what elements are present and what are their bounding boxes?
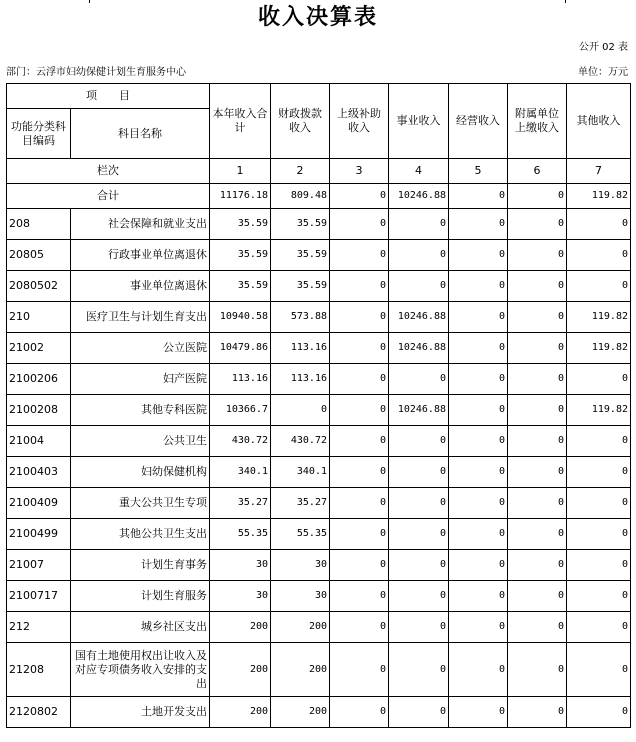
- total-value: 10246.88: [389, 184, 449, 209]
- col-number: 3: [330, 159, 389, 184]
- value-cell: 0: [389, 271, 449, 302]
- value-cell: 119.82: [567, 333, 631, 364]
- subject-name-cell: 妇幼保健机构: [71, 457, 210, 488]
- value-cell: 0: [449, 302, 508, 333]
- subject-name-cell: 重大公共卫生专项: [71, 488, 210, 519]
- value-cell: 30: [271, 550, 330, 581]
- value-cell: 0: [389, 643, 449, 697]
- value-cell: 0: [389, 550, 449, 581]
- value-cell: 573.88: [271, 302, 330, 333]
- value-cell: 0: [508, 271, 567, 302]
- function-code-cell: 2120802: [7, 697, 71, 728]
- value-cell: 0: [567, 550, 631, 581]
- value-cell: 0: [330, 364, 389, 395]
- value-cell: 10246.88: [389, 333, 449, 364]
- header-business-income: 事业收入: [389, 84, 449, 159]
- value-cell: 0: [330, 302, 389, 333]
- value-cell: 55.35: [210, 519, 271, 550]
- value-cell: 0: [330, 581, 389, 612]
- value-cell: 0: [508, 519, 567, 550]
- total-row: [7, 184, 631, 209]
- value-cell: 0: [567, 643, 631, 697]
- value-cell: 0: [389, 364, 449, 395]
- value-cell: 200: [271, 612, 330, 643]
- table-row: [7, 697, 631, 728]
- value-cell: 113.16: [271, 333, 330, 364]
- value-cell: 0: [449, 612, 508, 643]
- value-cell: 340.1: [271, 457, 330, 488]
- unit-label: 单位：万元: [578, 67, 628, 78]
- header-function-code: 功能分类科目编码: [7, 109, 71, 159]
- value-cell: 0: [508, 697, 567, 728]
- value-cell: 340.1: [210, 457, 271, 488]
- value-cell: 0: [567, 240, 631, 271]
- value-cell: 0: [389, 519, 449, 550]
- value-cell: 0: [449, 395, 508, 426]
- value-cell: 0: [508, 302, 567, 333]
- value-cell: 0: [567, 488, 631, 519]
- table-row: [7, 395, 631, 426]
- value-cell: 35.27: [210, 488, 271, 519]
- value-cell: 0: [449, 209, 508, 240]
- total-value: 0: [330, 184, 389, 209]
- header-fiscal-income: 财政拨款收入: [271, 84, 330, 159]
- value-cell: 0: [389, 581, 449, 612]
- value-cell: 0: [389, 426, 449, 457]
- value-cell: 0: [449, 457, 508, 488]
- subject-name-cell: 事业单位离退休: [71, 271, 210, 302]
- value-cell: 35.27: [271, 488, 330, 519]
- value-cell: 0: [330, 426, 389, 457]
- table-row: [7, 643, 631, 697]
- value-cell: 10246.88: [389, 302, 449, 333]
- value-cell: 0: [330, 488, 389, 519]
- function-code-cell: 2100717: [7, 581, 71, 612]
- value-cell: 119.82: [567, 395, 631, 426]
- page-title: 收入决算表: [257, 5, 378, 30]
- value-cell: 0: [389, 612, 449, 643]
- value-cell: 0: [449, 240, 508, 271]
- value-cell: 0: [567, 581, 631, 612]
- value-cell: 0: [330, 457, 389, 488]
- table-code: 公开 02 表: [578, 42, 628, 53]
- value-cell: 0: [508, 581, 567, 612]
- table-row: [7, 488, 631, 519]
- subject-name-cell: 行政事业单位离退休: [71, 240, 210, 271]
- col-number: 6: [508, 159, 567, 184]
- total-label: 合计: [7, 184, 210, 209]
- value-cell: 430.72: [210, 426, 271, 457]
- value-cell: 0: [508, 550, 567, 581]
- subject-name-cell: 其他专科医院: [71, 395, 210, 426]
- value-cell: 0: [330, 519, 389, 550]
- subject-name-cell: 土地开发支出: [71, 697, 210, 728]
- subject-name-cell: 医疗卫生与计划生育支出: [71, 302, 210, 333]
- value-cell: 0: [389, 457, 449, 488]
- value-cell: 0: [567, 209, 631, 240]
- value-cell: 0: [567, 364, 631, 395]
- value-cell: 0: [449, 697, 508, 728]
- value-cell: 0: [449, 364, 508, 395]
- value-cell: 0: [330, 643, 389, 697]
- table-row: [7, 426, 631, 457]
- income-table: [6, 83, 631, 728]
- value-cell: 119.82: [567, 302, 631, 333]
- value-cell: 0: [389, 697, 449, 728]
- value-cell: 200: [271, 643, 330, 697]
- value-cell: 0: [330, 612, 389, 643]
- value-cell: 0: [330, 550, 389, 581]
- table-row: [7, 519, 631, 550]
- value-cell: 0: [508, 364, 567, 395]
- value-cell: 0: [508, 457, 567, 488]
- table-row: [7, 302, 631, 333]
- value-cell: 0: [449, 488, 508, 519]
- value-cell: 35.59: [210, 271, 271, 302]
- function-code-cell: 21004: [7, 426, 71, 457]
- table-row: [7, 550, 631, 581]
- value-cell: 0: [449, 426, 508, 457]
- value-cell: 200: [271, 697, 330, 728]
- total-value: 119.82: [567, 184, 631, 209]
- value-cell: 35.59: [210, 240, 271, 271]
- subject-name-cell: 公共卫生: [71, 426, 210, 457]
- total-value: 11176.18: [210, 184, 271, 209]
- function-code-cell: 21007: [7, 550, 71, 581]
- col-number: 5: [449, 159, 508, 184]
- function-code-cell: 212: [7, 612, 71, 643]
- value-cell: 0: [567, 519, 631, 550]
- header-items: 项 目: [7, 84, 210, 109]
- value-cell: 0: [508, 612, 567, 643]
- function-code-cell: 208: [7, 209, 71, 240]
- header-upper-subsidy: 上级补助收入: [330, 84, 389, 159]
- function-code-cell: 2100206: [7, 364, 71, 395]
- value-cell: 200: [210, 643, 271, 697]
- value-cell: 0: [330, 697, 389, 728]
- subject-name-cell: 其他公共卫生支出: [71, 519, 210, 550]
- value-cell: 0: [508, 240, 567, 271]
- table-row: [7, 209, 631, 240]
- header-operating-income: 经营收入: [449, 84, 508, 159]
- value-cell: 0: [330, 240, 389, 271]
- subject-name-cell: 国有土地使用权出让收入及对应专项债务收入安排的支出: [71, 643, 210, 697]
- subject-name-cell: 社会保障和就业支出: [71, 209, 210, 240]
- value-cell: 0: [330, 395, 389, 426]
- function-code-cell: 21208: [7, 643, 71, 697]
- value-cell: 30: [271, 581, 330, 612]
- value-cell: 35.59: [210, 209, 271, 240]
- col-number: 7: [567, 159, 631, 184]
- subject-name-cell: 城乡社区支出: [71, 612, 210, 643]
- value-cell: 200: [210, 612, 271, 643]
- function-code-cell: 2100409: [7, 488, 71, 519]
- value-cell: 0: [330, 333, 389, 364]
- value-cell: 0: [389, 209, 449, 240]
- value-cell: 200: [210, 697, 271, 728]
- table-row: [7, 457, 631, 488]
- value-cell: 0: [330, 209, 389, 240]
- function-code-cell: 21002: [7, 333, 71, 364]
- value-cell: 30: [210, 581, 271, 612]
- value-cell: 10246.88: [389, 395, 449, 426]
- value-cell: 0: [567, 697, 631, 728]
- table-row: [7, 271, 631, 302]
- function-code-cell: 210: [7, 302, 71, 333]
- value-cell: 55.35: [271, 519, 330, 550]
- col-number: 2: [271, 159, 330, 184]
- value-cell: 0: [449, 271, 508, 302]
- total-value: 0: [508, 184, 567, 209]
- value-cell: 0: [389, 488, 449, 519]
- value-cell: 0: [330, 271, 389, 302]
- subject-name-cell: 计划生育服务: [71, 581, 210, 612]
- function-code-cell: 2100403: [7, 457, 71, 488]
- value-cell: 113.16: [271, 364, 330, 395]
- header-lanci: 栏次: [7, 159, 210, 184]
- header-other-income: 其他收入: [567, 84, 631, 159]
- header-subject-name: 科目名称: [71, 109, 210, 159]
- value-cell: 0: [389, 240, 449, 271]
- function-code-cell: 2080502: [7, 271, 71, 302]
- value-cell: 0: [508, 426, 567, 457]
- value-cell: 0: [567, 426, 631, 457]
- total-value: 0: [449, 184, 508, 209]
- value-cell: 113.16: [210, 364, 271, 395]
- value-cell: 0: [567, 457, 631, 488]
- table-row: [7, 581, 631, 612]
- value-cell: 10479.86: [210, 333, 271, 364]
- value-cell: 10940.58: [210, 302, 271, 333]
- department-label: 部门：云浮市妇幼保健计划生育服务中心: [6, 67, 186, 78]
- function-code-cell: 2100208: [7, 395, 71, 426]
- subject-name-cell: 公立医院: [71, 333, 210, 364]
- col-number: 1: [210, 159, 271, 184]
- value-cell: 0: [449, 333, 508, 364]
- value-cell: 0: [449, 581, 508, 612]
- value-cell: 0: [508, 209, 567, 240]
- value-cell: 0: [449, 519, 508, 550]
- total-value: 809.48: [271, 184, 330, 209]
- value-cell: 10366.7: [210, 395, 271, 426]
- value-cell: 0: [508, 643, 567, 697]
- subject-name-cell: 妇产医院: [71, 364, 210, 395]
- function-code-cell: 2100499: [7, 519, 71, 550]
- header-annual-income: 本年收入合计: [210, 84, 271, 159]
- subject-name-cell: 计划生育事务: [71, 550, 210, 581]
- value-cell: 0: [508, 395, 567, 426]
- value-cell: 35.59: [271, 271, 330, 302]
- table-row: [7, 240, 631, 271]
- value-cell: 430.72: [271, 426, 330, 457]
- value-cell: 0: [449, 643, 508, 697]
- value-cell: 0: [271, 395, 330, 426]
- value-cell: 0: [567, 612, 631, 643]
- header-affiliated-income: 附属单位上缴收入: [508, 84, 567, 159]
- value-cell: 0: [508, 333, 567, 364]
- table-row: [7, 364, 631, 395]
- value-cell: 0: [449, 550, 508, 581]
- value-cell: 30: [210, 550, 271, 581]
- table-row: [7, 612, 631, 643]
- col-number: 4: [389, 159, 449, 184]
- value-cell: 0: [508, 488, 567, 519]
- value-cell: 0: [567, 271, 631, 302]
- table-row: [7, 333, 631, 364]
- value-cell: 35.59: [271, 209, 330, 240]
- value-cell: 35.59: [271, 240, 330, 271]
- function-code-cell: 20805: [7, 240, 71, 271]
